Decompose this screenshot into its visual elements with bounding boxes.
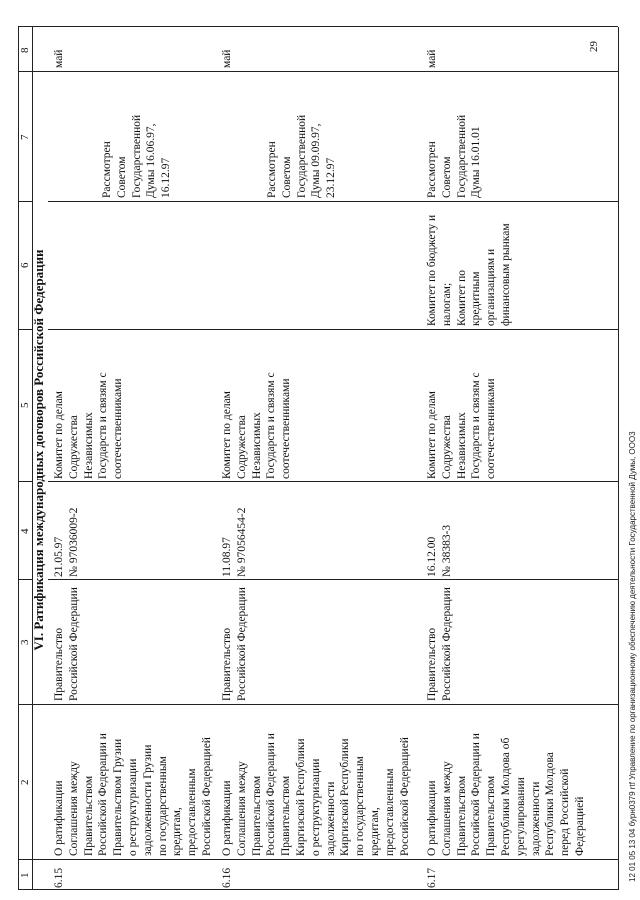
- cell-text: Советом: [280, 156, 293, 198]
- month-cell: [52, 28, 67, 68]
- cell-text: 16.12.97: [160, 157, 173, 198]
- cell-text: налогам;: [440, 282, 453, 326]
- registration-cell: [52, 482, 82, 577]
- cell-text: Государств и связям с: [265, 372, 278, 479]
- cell-text: Правительство: [426, 627, 438, 701]
- month-cell: [220, 28, 235, 68]
- row-number: [220, 860, 235, 888]
- column-divider: [18, 889, 618, 890]
- cell-text: О ратификации: [53, 780, 65, 856]
- cell-text: Советом: [115, 156, 128, 198]
- committee-cell: [425, 331, 499, 479]
- column-divider: [18, 579, 32, 580]
- cell-text: Содружества: [67, 415, 80, 479]
- subject-cell: [220, 706, 412, 856]
- column-number: 1: [19, 872, 31, 878]
- cell-text: Комитет по делам: [426, 391, 438, 479]
- cell-text: по государственным: [156, 756, 169, 856]
- status-cell: [265, 72, 339, 198]
- cell-text: Российской Федерации: [440, 587, 453, 701]
- cell-text: 23.12.97: [325, 157, 338, 198]
- cell-text: 16.12.00: [426, 536, 438, 577]
- cell-text: 6.15: [53, 867, 65, 888]
- table-top-border: [18, 27, 19, 890]
- cell-text: перед Российской: [559, 768, 572, 856]
- co-committee-cell: [425, 202, 514, 326]
- cell-text: соотечественниками: [280, 378, 293, 479]
- cell-text: Российской Федерации и: [470, 733, 483, 856]
- cell-text: кредитным: [470, 271, 483, 326]
- cell-text: задолженности: [324, 781, 337, 856]
- cell-text: Российской Федерации и: [265, 733, 278, 856]
- column-number: 4: [19, 528, 31, 534]
- cell-text: Российской Федерацией: [398, 737, 411, 856]
- cell-text: о реструктуризации: [309, 758, 322, 856]
- cell-text: май: [426, 49, 438, 68]
- initiator-cell: [425, 581, 455, 701]
- cell-text: Рассмотрен: [101, 141, 113, 198]
- cell-text: Правительство: [53, 627, 65, 701]
- column-divider: [18, 329, 32, 330]
- cell-text: О ратификации: [426, 780, 438, 856]
- cell-text: Государственной: [455, 114, 468, 198]
- cell-text: Содружества: [235, 415, 248, 479]
- cell-text: № 97036009-2: [67, 507, 80, 577]
- subject-cell: [425, 706, 588, 856]
- month-cell: [425, 28, 440, 68]
- cell-text: Соглашения между: [440, 761, 453, 856]
- cell-text: Рассмотрен: [266, 141, 278, 198]
- column-number: 8: [19, 47, 31, 53]
- cell-text: кредитам,: [368, 807, 381, 856]
- cell-text: урегулировании: [514, 777, 527, 856]
- cell-text: Правительством Грузии: [112, 738, 125, 856]
- cell-text: Думы 09.09.97,: [310, 123, 323, 198]
- cell-text: Независимых: [250, 412, 263, 479]
- cell-text: Правительством: [485, 775, 498, 856]
- cell-text: Советом: [440, 156, 453, 198]
- cell-text: Российской Федерации: [235, 587, 248, 701]
- cell-text: Государств и связям с: [470, 372, 483, 479]
- cell-text: О ратификации: [221, 780, 233, 856]
- initiator-cell: [52, 581, 82, 701]
- column-number: 2: [19, 779, 31, 785]
- cell-text: организациям и: [485, 248, 498, 326]
- subject-cell: [52, 706, 215, 856]
- cell-text: Комитет по: [455, 270, 468, 326]
- cell-text: Правительством: [280, 775, 293, 856]
- cell-text: о реструктуризации: [126, 758, 139, 856]
- cell-text: Соглашения между: [67, 761, 80, 856]
- cell-text: предоставленным: [383, 768, 396, 856]
- cell-text: май: [221, 49, 233, 68]
- registration-cell: [220, 482, 250, 577]
- column-number: 3: [19, 639, 31, 645]
- column-divider: [18, 26, 618, 27]
- column-divider: [48, 201, 618, 202]
- cell-text: № 97056454-2: [235, 507, 248, 577]
- cell-text: № 38383-3: [440, 524, 453, 577]
- cell-text: Российской Федерации: [67, 587, 80, 701]
- cell-text: финансовым рынкам: [499, 223, 512, 326]
- column-number: 6: [19, 262, 31, 268]
- cell-text: 6.16: [221, 867, 233, 888]
- cell-text: Киргизской Республики: [294, 738, 307, 856]
- cell-text: Комитет по бюджету и: [426, 214, 438, 326]
- cell-text: Федерацией: [573, 796, 586, 856]
- column-divider: [48, 329, 618, 330]
- cell-text: Думы 16.01.01: [470, 126, 483, 198]
- column-number: 7: [19, 134, 31, 140]
- cell-text: Независимых: [82, 412, 95, 479]
- cell-text: Российской Федерации и: [97, 733, 110, 856]
- cell-text: Думы 16.06.97,: [145, 123, 158, 198]
- cell-text: 6.17: [426, 867, 438, 888]
- column-divider: [48, 481, 618, 482]
- column-divider: [18, 704, 618, 705]
- cell-text: Комитет по делам: [53, 391, 65, 479]
- cell-text: Государственной: [295, 114, 308, 198]
- cell-text: 11.08.97: [221, 537, 233, 577]
- cell-text: Рассмотрен: [426, 141, 438, 198]
- status-cell: [425, 72, 484, 198]
- cell-text: Республики Молдова: [544, 752, 557, 856]
- cell-text: задолженности Грузии: [141, 744, 154, 856]
- row-number: [52, 860, 67, 888]
- cell-text: Соглашения между: [235, 761, 248, 856]
- committee-cell: [220, 331, 294, 479]
- cell-text: 21.05.97: [53, 536, 65, 577]
- cell-text: по государственным: [354, 756, 367, 856]
- column-divider: [18, 859, 618, 860]
- cell-text: соотечественниками: [112, 378, 125, 479]
- section-title: VI. Ратификация международных договоров Российской Федерации: [31, 249, 46, 651]
- registration-cell: [425, 482, 455, 577]
- cell-text: Государств и связям с: [97, 372, 110, 479]
- page-number: 29: [588, 41, 600, 52]
- cell-text: Республики Молдова об: [499, 737, 512, 856]
- cell-text: Киргизской Республики: [339, 738, 352, 856]
- column-divider: [48, 579, 618, 580]
- cell-text: соотечественниками: [485, 378, 498, 479]
- cell-text: май: [53, 49, 65, 68]
- cell-text: Правительство: [221, 627, 233, 701]
- cell-text: Содружества: [440, 415, 453, 479]
- table-bottom-border: [618, 27, 619, 890]
- column-divider: [18, 481, 32, 482]
- column-number: 5: [19, 402, 31, 408]
- cell-text: предоставленным: [186, 768, 199, 856]
- cell-text: Независимых: [455, 412, 468, 479]
- committee-cell: [52, 331, 126, 479]
- cell-text: Государственной: [130, 114, 143, 198]
- column-divider: [18, 201, 32, 202]
- cell-text: задолженности: [529, 781, 542, 856]
- initiator-cell: [220, 581, 250, 701]
- cell-text: Комитет по делам: [221, 391, 233, 479]
- cell-text: кредитам,: [171, 807, 184, 856]
- cell-text: Правительством: [455, 775, 468, 856]
- cell-text: Правительством: [250, 775, 263, 856]
- cell-text: Правительством: [82, 775, 95, 856]
- cell-text: Российской Федерацией: [200, 737, 213, 856]
- row-number: [425, 860, 440, 888]
- status-cell: [100, 72, 174, 198]
- footer-text: 12 01 05 13 04 бурн0379 rtf Управление по организационному обеспечению деятельности Государственной Думы, ООО3: [628, 431, 637, 882]
